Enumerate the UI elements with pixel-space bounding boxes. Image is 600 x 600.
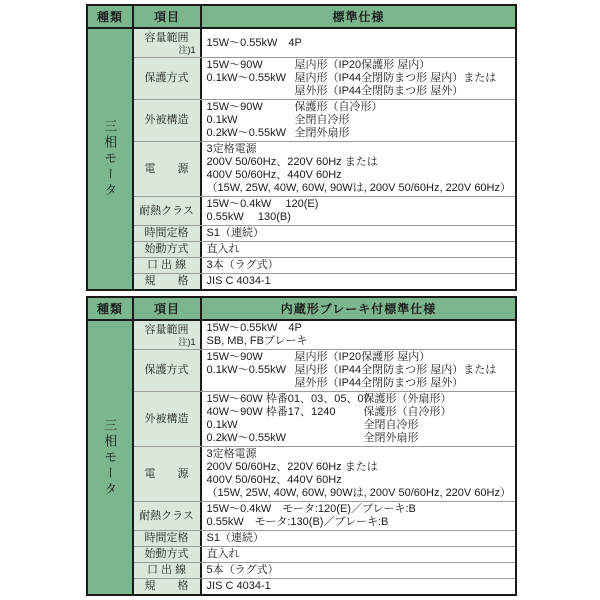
value-line: S1（連続） <box>206 227 264 239</box>
row-label-text: 容量範囲 <box>144 31 189 44</box>
value-line: 15W〜90W 保護形（自冷形） <box>206 101 383 113</box>
table-row-heat-class <box>134 197 515 226</box>
row-note: 注)1 <box>178 336 196 347</box>
row-label <box>134 29 202 57</box>
value-line: 15W〜60W 枠番01、03、05、07保護形（外扇形） <box>206 393 452 405</box>
value-line: S1（連続） <box>206 532 264 544</box>
value-line: 5本（ラグ式） <box>206 564 279 576</box>
row-label: 口 出 線 <box>134 258 202 273</box>
value-line: 15W〜0.55kW 4P <box>206 36 302 49</box>
value-line: 3定格電源 <box>206 143 257 155</box>
table-row-time-rating <box>134 226 515 242</box>
col-header-type: 種類 <box>88 6 134 27</box>
row-label: 口 出 線 <box>134 563 202 578</box>
value-line: 直入れ <box>206 243 240 255</box>
value-line: 0.55kW 130(B) <box>206 211 291 223</box>
spec-page <box>86 4 517 596</box>
row-label-text: 容量範囲 <box>144 323 189 336</box>
value-line: 0.1kW 全閉自冷形 <box>206 114 350 126</box>
value-line: SB, MB, FBブレーキ <box>206 335 308 347</box>
col-header-type: 種類 <box>88 298 134 319</box>
motor-type-vertical-label: 三相モータ <box>102 119 118 199</box>
table-row-enclosure <box>134 392 515 447</box>
value-line: 0.1kW〜0.55kW 屋内形（IP44全閉防まつ形 屋内）または <box>206 72 497 84</box>
row-label: 保護方式 <box>134 350 202 391</box>
row-label: 外被構造 <box>134 100 202 141</box>
value-line: 15W〜0.55kW 4P <box>206 322 302 334</box>
table-row-power <box>134 447 515 502</box>
row-label: 規 格 <box>134 579 202 594</box>
table-row-lead-wires <box>134 258 515 274</box>
table-row-enclosure <box>134 100 515 142</box>
table-header-row <box>88 298 515 321</box>
value-line: 0.1kW〜0.55kW 屋内形（IP44全閉防まつ形 屋内）または <box>206 364 497 376</box>
row-label: 電 源 <box>134 142 202 196</box>
row-label: 規 格 <box>134 274 202 289</box>
value-line: 0.2kW〜0.55kW 全閉外扇形 <box>206 127 350 139</box>
value-line: 200V 50/60Hz、220V 60Hz または <box>206 461 378 473</box>
row-label: 外被構造 <box>134 392 202 446</box>
table-row-standard <box>134 274 515 289</box>
table-row-time-rating <box>134 531 515 547</box>
value-line: JIS C 4034-1 <box>206 580 271 592</box>
row-label: 始動方式 <box>134 242 202 257</box>
row-label: 耐熱クラス <box>134 197 202 225</box>
value-line: 400V 50/60Hz、440V 60Hz <box>206 474 342 486</box>
col-header-item: 項目 <box>134 298 202 319</box>
table-row-power <box>134 142 515 197</box>
row-label: 耐熱クラス <box>134 502 202 530</box>
value-line: 15W〜0.4kW 120(E) <box>206 198 319 210</box>
table-row-lead-wires <box>134 563 515 579</box>
brake-spec-table <box>86 296 517 596</box>
table-row-capacity <box>134 29 515 58</box>
table-row-starting <box>134 547 515 563</box>
value-line: 15W〜90W 屋内形（IP20保護形 屋内） <box>206 59 431 71</box>
row-label <box>134 321 202 349</box>
value-line: 0.1kW 全閉自冷形 <box>206 419 419 431</box>
row-label: 保護方式 <box>134 58 202 99</box>
table-row-protection <box>134 350 515 392</box>
col-header-spec: 内蔵形ブレーキ付標準仕様 <box>280 302 437 316</box>
row-label: 始動方式 <box>134 547 202 562</box>
value-line: 直入れ <box>206 548 240 560</box>
row-label: 時間定格 <box>134 531 202 546</box>
value-line: JIS C 4034-1 <box>206 275 271 287</box>
value-line: （15W, 25W, 40W, 60W, 90Wは, 200V 50/60Hz, 220V 60Hz） <box>206 487 511 499</box>
motor-type-vertical-label: 三相モータ <box>102 417 118 498</box>
value-line: 15W〜0.4kW モータ:120(E)／ブレーキ:B <box>206 503 416 515</box>
table-row-starting <box>134 242 515 258</box>
row-label: 電 源 <box>134 447 202 501</box>
col-header-spec: 標準仕様 <box>332 10 385 24</box>
table-row-heat-class <box>134 502 515 531</box>
value-line: 0.55kW モータ:130(B)／ブレーキ:B <box>206 516 389 528</box>
table-row-standard <box>134 579 515 594</box>
value-line: 3定格電源 <box>206 448 257 460</box>
row-label: 時間定格 <box>134 226 202 241</box>
motor-type-cell <box>88 321 134 594</box>
value-line: （15W, 25W, 40W, 60W, 90Wは, 200V 50/60Hz, 220V 60Hz） <box>206 182 511 194</box>
value-line: 屋外形（IP44全閉防まつ形 屋外） <box>294 85 464 97</box>
value-line: 400V 50/60Hz、440V 60Hz <box>206 169 342 181</box>
value-line: 15W〜90W 屋内形（IP20保護形 屋内） <box>206 351 431 363</box>
value-line: 屋外形（IP44全閉防まつ形 屋外） <box>294 377 464 389</box>
col-header-item: 項目 <box>134 6 202 27</box>
table-row-capacity <box>134 321 515 350</box>
standard-spec-table <box>86 4 517 291</box>
value-line: 3本（ラグ式） <box>206 259 279 271</box>
table-header-row <box>88 6 515 29</box>
value-line: 200V 50/60Hz、220V 60Hz または <box>206 156 378 168</box>
motor-type-cell <box>88 29 134 289</box>
table-row-protection <box>134 58 515 100</box>
value-line: 0.2kW〜0.55kW 全閉外扇形 <box>206 432 419 444</box>
row-note: 注)1 <box>178 44 196 55</box>
value-line: 40W〜90W 枠番17、1240 保護形（自冷形） <box>206 406 452 418</box>
